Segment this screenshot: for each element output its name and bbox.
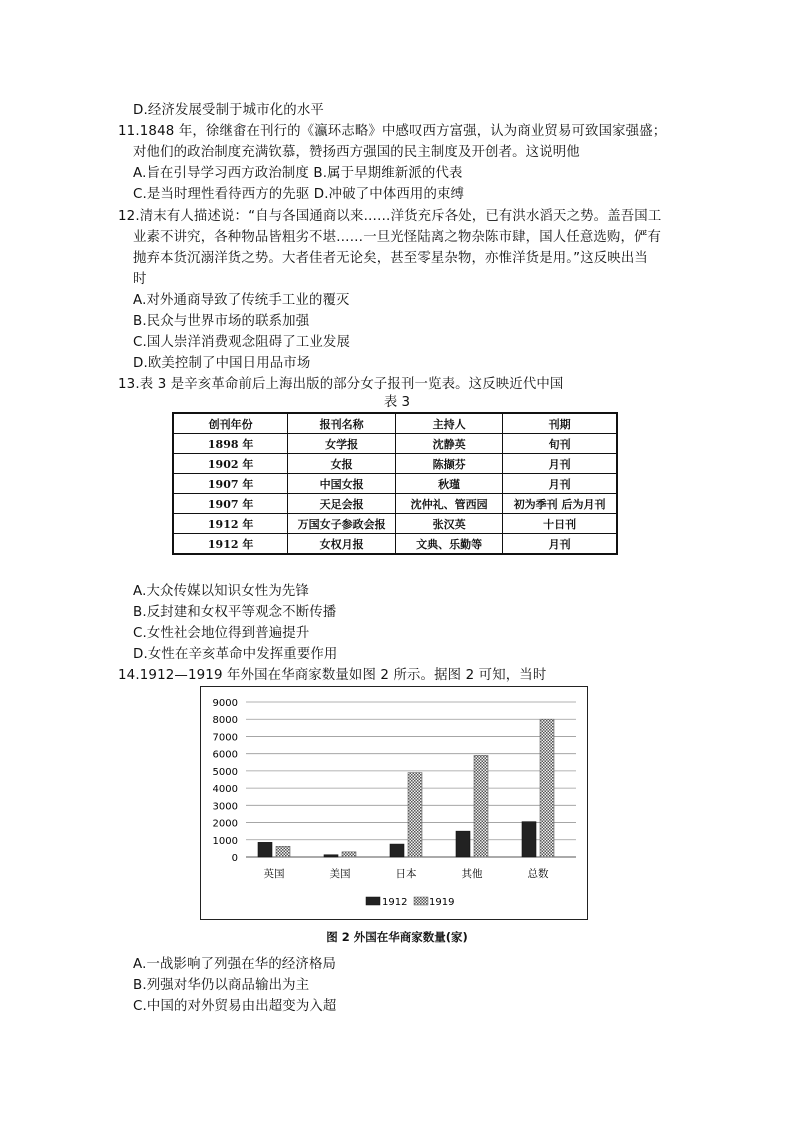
y-tick-label: 8000 [212, 715, 238, 727]
table-cell: 1898 年 [173, 434, 288, 454]
table-header-cell: 主持人 [396, 413, 503, 434]
table-cell: 万国女子参政会报 [288, 514, 396, 534]
bar-1912 [258, 842, 272, 857]
legend-label: 1919 [429, 897, 455, 908]
text-line: D.经济发展受制于城市化的水平 [133, 103, 324, 118]
bar-1919 [276, 846, 290, 857]
table-row [173, 494, 617, 514]
table-caption: 表 3 [383, 395, 411, 410]
table-cell: 文典、乐勤等 [396, 534, 503, 555]
table-header-row [173, 413, 617, 434]
text-line: 业素不讲究，各种物品皆粗劣不堪……一旦光怪陆离之物杂陈市肆，国人任意选购，俨有 [133, 230, 662, 245]
table-cell: 秋瑾 [396, 474, 503, 494]
text-line: 14.1912—1919 年外国在华商家数量如图 2 所示。据图 2 可知，当时 [118, 668, 547, 683]
text-line: A.大众传媒以知识女性为先锋 [133, 584, 309, 599]
y-tick-label: 3000 [212, 801, 238, 813]
y-tick-label: 2000 [212, 818, 238, 830]
text-line: 时 [133, 272, 147, 287]
table-cell: 女学报 [288, 434, 396, 454]
figure-2-chart [200, 686, 588, 920]
text-line: A.旨在引导学习西方政治制度 B.属于早期维新派的代表 [133, 166, 463, 181]
text-line: A.一战影响了列强在华的经济格局 [133, 957, 337, 972]
table-row [173, 454, 617, 474]
x-tick-label: 其他 [461, 868, 483, 880]
text-line: B.列强对华仍以商品输出为主 [133, 978, 310, 993]
table-row [173, 474, 617, 494]
text-line: C.中国的对外贸易由出超变为入超 [133, 999, 337, 1014]
figure-2-caption: 图 2 外国在华商家数量(家) [326, 930, 468, 944]
table-cell: 1902 年 [173, 454, 288, 474]
bar-chart-svg [201, 687, 587, 919]
text-line: 对他们的政治制度充满钦慕，赞扬西方强国的民主制度及开创者。这说明他 [133, 145, 580, 160]
table-cell: 月刊 [503, 534, 617, 555]
text-line: 13.表 3 是辛亥革命前后上海出版的部分女子报刊一览表。这反映近代中国 [118, 377, 564, 392]
bar-1912 [390, 844, 404, 857]
bar-1919 [342, 852, 356, 857]
bar-1919 [540, 719, 554, 857]
y-tick-label: 5000 [212, 766, 238, 778]
legend-label: 1912 [382, 897, 408, 908]
y-tick-label: 7000 [212, 732, 238, 744]
text-line: C.国人崇洋消费观念阻碍了工业发展 [133, 335, 351, 350]
bar-1919 [408, 773, 422, 857]
table-cell: 1907 年 [173, 494, 288, 514]
bar-1912 [522, 822, 536, 857]
text-line: D.女性在辛亥革命中发挥重要作用 [133, 647, 338, 662]
table-row [173, 514, 617, 534]
table-cell: 张汉英 [396, 514, 503, 534]
table-cell: 陈撷芬 [396, 454, 503, 474]
table-cell: 女权月报 [288, 534, 396, 555]
y-tick-label: 1000 [212, 835, 238, 847]
text-line: 12.清末有人描述说：“自与各国通商以来……洋货充斥各处，已有洪水滔天之势。盖吾国工 [118, 209, 662, 224]
bar-1919 [474, 755, 488, 857]
text-line: 11.1848 年，徐继畬在刊行的《瀛环志略》中感叹西方富强，认为商业贸易可致国家强盛； [118, 124, 667, 139]
table-header-cell: 刊期 [503, 413, 617, 434]
bar-1912 [456, 831, 470, 857]
table-cell: 天足会报 [288, 494, 396, 514]
text-line: B.民众与世界市场的联系加强 [133, 314, 310, 329]
x-tick-label: 美国 [329, 868, 351, 880]
table-row [173, 534, 617, 555]
text-line: A.对外通商导致了传统手工业的覆灭 [133, 293, 350, 308]
bar-1912 [324, 855, 338, 857]
table-cell: 月刊 [503, 474, 617, 494]
table-cell: 1912 年 [173, 534, 288, 555]
text-line: C.女性社会地位得到普遍提升 [133, 626, 310, 641]
table-cell: 女报 [288, 454, 396, 474]
y-tick-label: 6000 [212, 749, 238, 761]
text-line: B.反封建和女权平等观念不断传播 [133, 605, 337, 620]
table-3 [172, 412, 618, 555]
text-line: C.是当时理性看待西方的先驱 D.冲破了中体西用的束缚 [133, 187, 465, 202]
table-header-cell: 报刊名称 [288, 413, 396, 434]
text-line: D.欧美控制了中国日用品市场 [133, 356, 311, 371]
table-cell: 1907 年 [173, 474, 288, 494]
x-tick-label: 日本 [395, 868, 417, 880]
table-cell: 初为季刊 后为月刊 [503, 494, 617, 514]
y-tick-label: 9000 [212, 698, 238, 709]
table-row [173, 434, 617, 454]
table-header-cell: 创刊年份 [173, 413, 288, 434]
x-tick-label: 总数 [527, 868, 549, 880]
table-cell: 十日刊 [503, 514, 617, 534]
text-line: 抛弃本货沉溺洋货之势。大者佳者无论矣，甚至零星杂物，亦惟洋货是用。”这反映出当 [133, 251, 648, 266]
y-tick-label: 0 [231, 853, 238, 864]
table-cell: 沈静英 [396, 434, 503, 454]
legend-swatch-1919 [414, 897, 428, 905]
legend-swatch-1912 [366, 897, 380, 905]
table-cell: 中国女报 [288, 474, 396, 494]
table-cell: 月刊 [503, 454, 617, 474]
table-cell: 旬刊 [503, 434, 617, 454]
table-cell: 沈仲礼、管西园 [396, 494, 503, 514]
table-cell: 1912 年 [173, 514, 288, 534]
x-tick-label: 英国 [263, 868, 285, 880]
y-tick-label: 4000 [212, 784, 238, 796]
